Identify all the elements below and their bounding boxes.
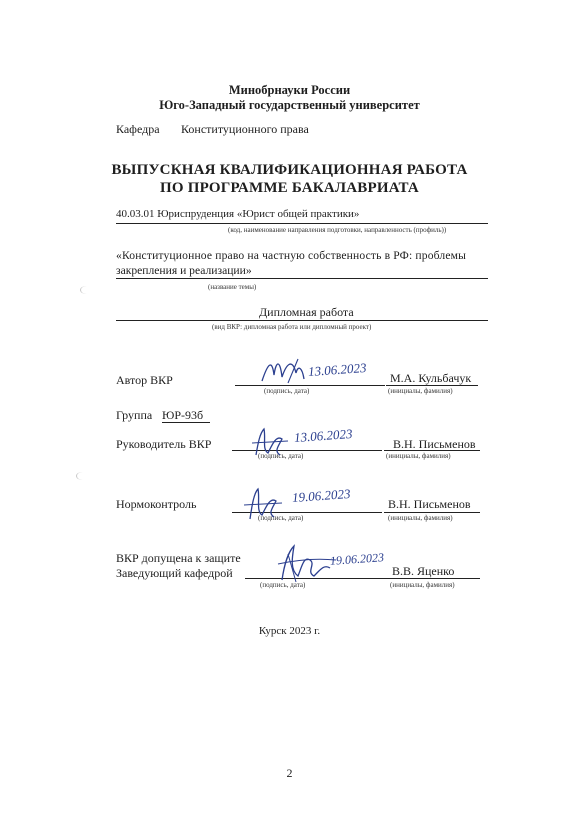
topic-caption: (название темы) (208, 283, 257, 291)
group-underline (162, 422, 210, 423)
document-title-line1: ВЫПУСКНАЯ КВАЛИФИКАЦИОННАЯ РАБОТА (111, 162, 468, 178)
normcontrol-label: Нормоконтроль (116, 497, 197, 511)
author-signature-date: 13.06.2023 (307, 359, 367, 380)
author-name-caption: (инициалы, фамилия) (388, 387, 453, 395)
punch-hole-mark (76, 472, 89, 480)
admission-label: ВКР допущена к защите (116, 551, 241, 565)
topic-line1: «Конституционное право на частную собственность в РФ: проблемы (116, 249, 467, 262)
program-underline (116, 223, 488, 224)
group-label: Группа (116, 408, 153, 422)
supervisor-label: Руководитель ВКР (116, 437, 212, 451)
ministry-name: Минобрнауки России (228, 83, 351, 97)
author-signature-caption: (подпись, дата) (264, 387, 310, 395)
work-type-underline (116, 320, 488, 321)
department-name: Конституционного права (181, 122, 309, 136)
normcontrol-signature-date: 19.06.2023 (291, 485, 351, 506)
page-number: 2 (286, 766, 293, 780)
author-name: М.А. Кульбачук (390, 371, 472, 385)
topic-underline (116, 278, 488, 279)
normcontrol-name-underline (384, 512, 480, 513)
head-name-caption: (инициалы, фамилия) (390, 581, 455, 589)
head-of-department-label: Заведующий кафедрой (116, 566, 233, 580)
normcontrol-name: В.Н. Письменов (388, 497, 471, 511)
normcontrol-signature-caption: (подпись, дата) (258, 514, 304, 522)
supervisor-name-underline (384, 450, 480, 451)
author-label: Автор ВКР (116, 373, 173, 387)
supervisor-name-caption: (инициалы, фамилия) (386, 452, 451, 460)
city-year: Курск 2023 г. (258, 625, 321, 637)
supervisor-signature-caption: (подпись, дата) (258, 452, 304, 460)
topic-line2: закрепления и реализации» (116, 264, 252, 277)
admission-signature-caption: (подпись, дата) (260, 581, 306, 589)
department-label: Кафедра (116, 122, 160, 136)
work-type-caption: (вид ВКР: дипломная работа или дипломный проект) (212, 323, 372, 331)
author-name-underline (386, 385, 478, 386)
head-name-underline (390, 578, 480, 579)
document-title-line2: ПО ПРОГРАММЕ БАКАЛАВРИАТА (160, 180, 419, 196)
punch-hole-mark (80, 286, 93, 294)
supervisor-signature-date: 13.06.2023 (293, 425, 353, 446)
normcontrol-name-caption: (инициалы, фамилия) (388, 514, 453, 522)
work-type-value: Дипломная работа (259, 305, 354, 319)
head-name: В.В. Яценко (392, 564, 455, 578)
supervisor-name: В.Н. Письменов (393, 437, 476, 451)
program-caption: (код, наименование направления подготовки, направленность (профиль)) (228, 226, 447, 234)
head-signature-date: 19.06.2023 (329, 550, 385, 568)
university-name: Юго-Западный государственный университет (159, 98, 420, 112)
group-value: ЮР-93б (162, 408, 204, 422)
program-value: 40.03.01 Юриспруденция «Юрист общей практики» (116, 208, 360, 220)
